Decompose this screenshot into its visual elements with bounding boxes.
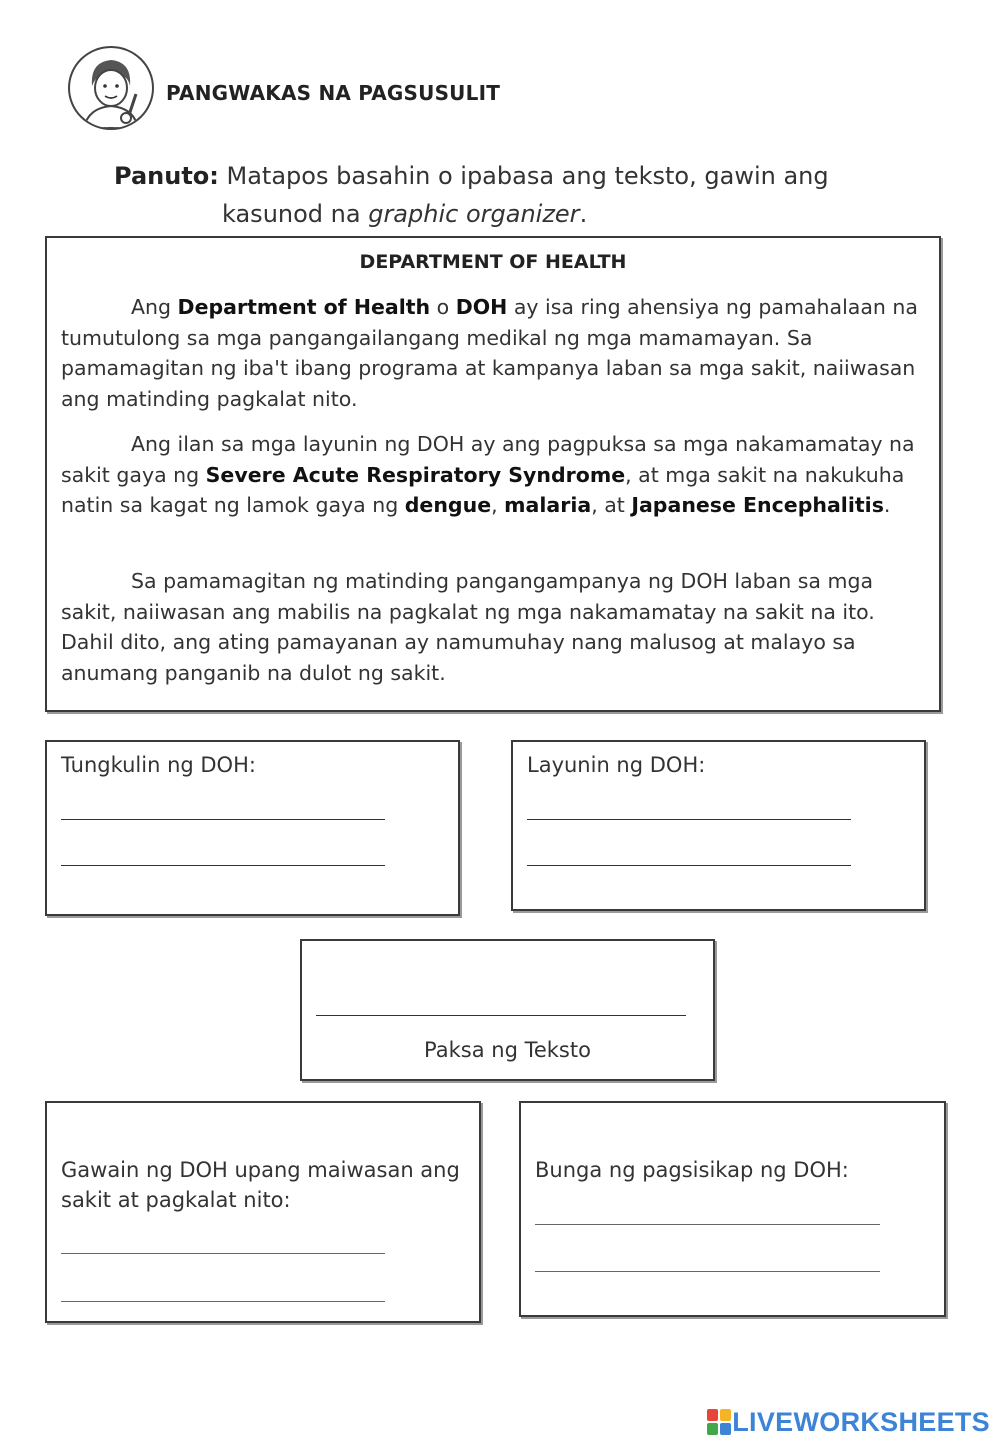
- bunga-label: Bunga ng pagsisikap ng DOH:: [535, 1158, 849, 1182]
- bunga-answer-line-2[interactable]: [535, 1271, 880, 1272]
- paragraph-2: Ang ilan sa mga layunin ng DOH ay ang pagpuksa sa mga nakamamatay na sakit gaya ng Severe Acute Respiratory Syndrome, at mga sakit na nakukuha natin sa kagat ng lamok gaya ng dengue, malaria, at Japanese Encephalitis.: [61, 432, 915, 517]
- directions-text-end: .: [579, 200, 588, 228]
- paragraph-1: Ang Department of Health o DOH ay isa ring ahensiya ng pamahalaan na tumutulong sa mga pangangailangang medikal ng mga mamamayan. Sa pamamagitan ng iba't ibang programa at kampanya laban sa mga sakit, naiiwasan ang matinding pagkalat nito.: [61, 295, 918, 411]
- bunga-answer-line-1[interactable]: [535, 1224, 880, 1225]
- tungkulin-answer-line-1[interactable]: [61, 819, 385, 820]
- directions-text-1: Matapos basahin o ipabasa ang teksto, gawin ang: [218, 162, 829, 190]
- paksa-answer-line[interactable]: [316, 1015, 686, 1016]
- layunin-label: Layunin ng DOH:: [527, 753, 706, 777]
- tungkulin-label: Tungkulin ng DOH:: [61, 753, 256, 777]
- gawain-label: Gawain ng DOH upang maiwasan ang sakit at pagkalat nito:: [61, 1158, 460, 1212]
- sheet-title: PANGWAKAS NA PAGSUSULIT: [166, 81, 501, 105]
- liveworksheets-logo-icon: [706, 1408, 732, 1436]
- directions-text-2: kasunod na: [222, 200, 369, 228]
- reading-passage-box: [45, 236, 941, 712]
- paragraph-3: Sa pamamagitan ng matinding pangangampanya ng DOH laban sa mga sakit, naiiwasan ang mabilis na pagkalat ng mga nakamamatay na sakit na ito. Dahil dito, ang ating pamayanan ay namumuhay nang malusog at malayo sa anumang panganib na dulot ng sakit.: [61, 569, 875, 685]
- gawain-answer-line-2[interactable]: [61, 1301, 385, 1302]
- liveworksheets-logo[interactable]: [706, 1407, 990, 1437]
- liveworksheets-brand: LIVEWORKSHEETS: [732, 1406, 990, 1437]
- tungkulin-box: [45, 740, 460, 916]
- bunga-box: [519, 1101, 946, 1317]
- layunin-answer-line-2[interactable]: [527, 865, 851, 866]
- directions-italic: graphic organizer: [368, 200, 580, 228]
- directions-label: Panuto:: [114, 162, 219, 190]
- gawain-answer-line-1[interactable]: [61, 1253, 385, 1254]
- layunin-box: [511, 740, 926, 911]
- paksa-box: [300, 939, 715, 1081]
- tungkulin-answer-line-2[interactable]: [61, 865, 385, 866]
- paksa-label: Paksa ng Teksto: [424, 1038, 591, 1062]
- student-avatar-icon: [68, 46, 154, 130]
- directions: [114, 157, 914, 233]
- reading-title: DEPARTMENT OF HEALTH: [359, 251, 627, 273]
- gawain-box: [45, 1101, 481, 1323]
- layunin-answer-line-1[interactable]: [527, 819, 851, 820]
